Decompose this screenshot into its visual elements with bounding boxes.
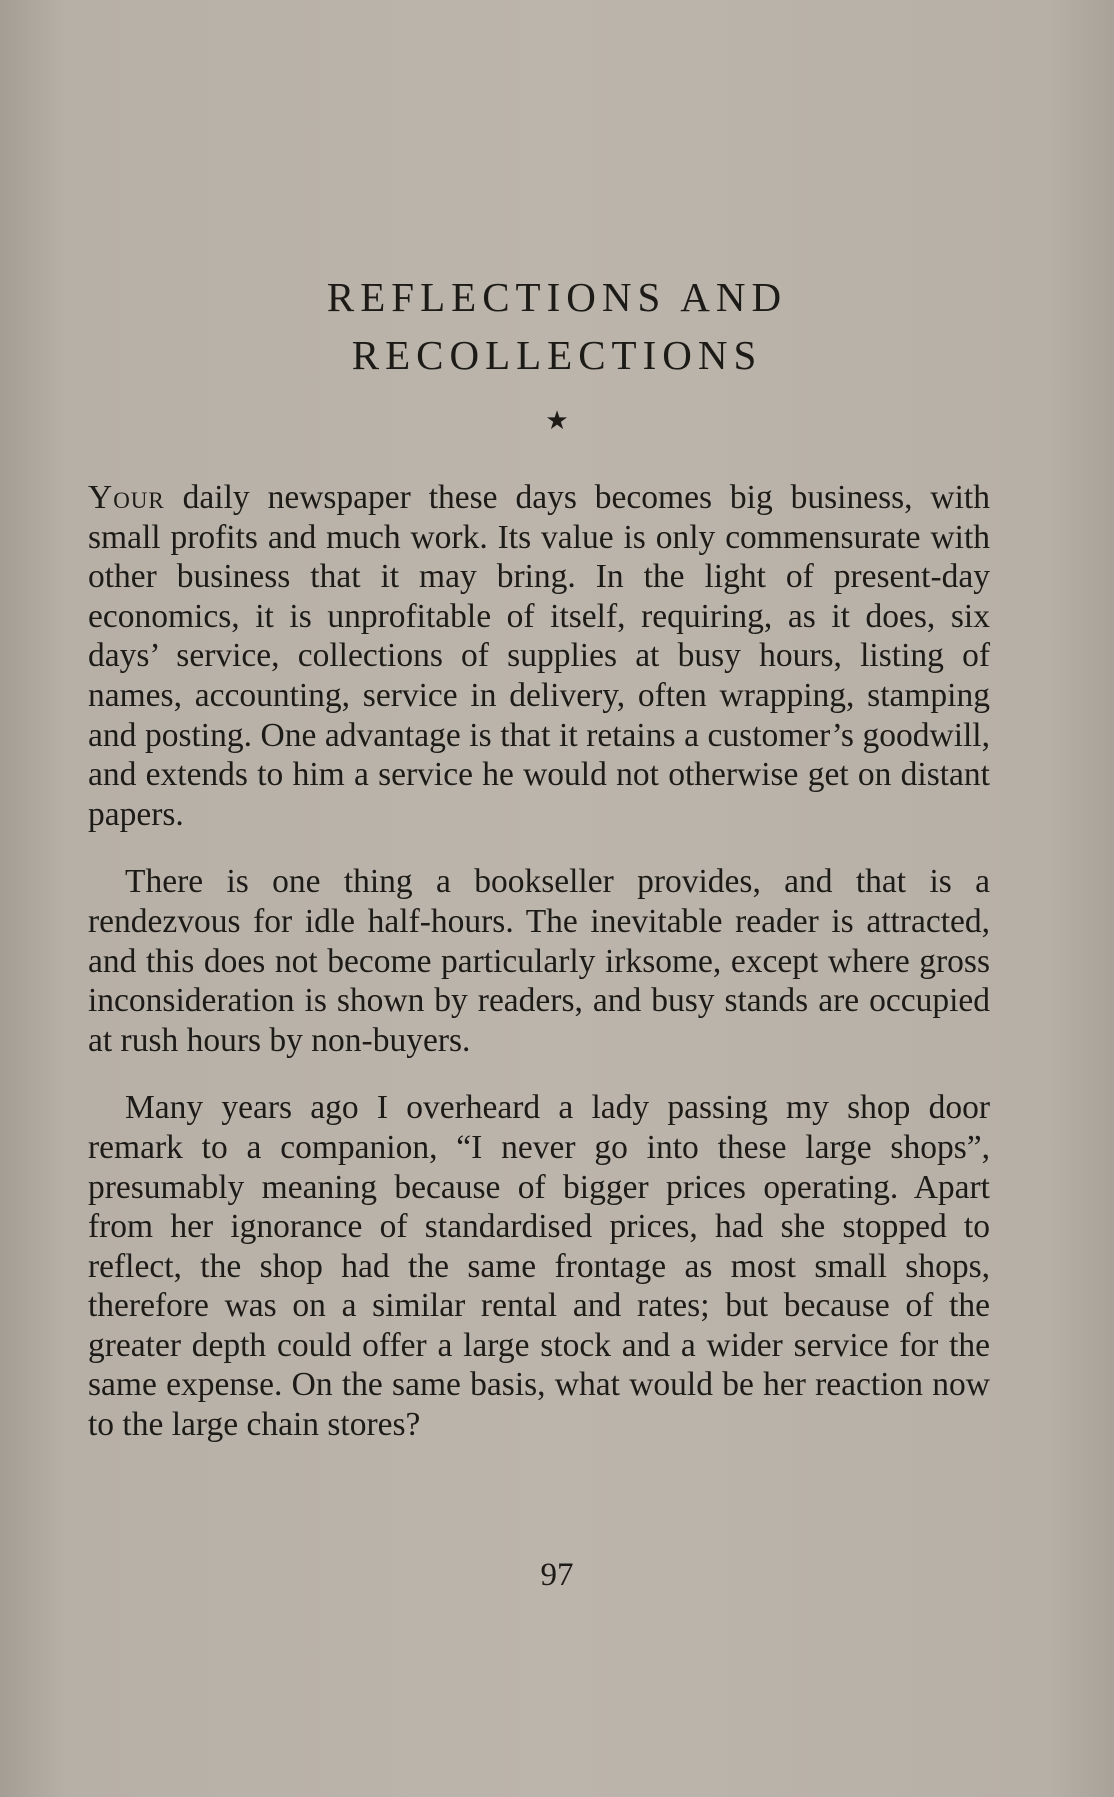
chapter-title bbox=[0, 268, 1114, 384]
chapter-title-line-2: RECOLLECTIONS bbox=[351, 332, 763, 378]
star-ornament-icon: ★ bbox=[545, 406, 569, 435]
page-number: 97 bbox=[540, 1557, 574, 1593]
body-text bbox=[88, 478, 990, 1473]
paragraph-1 bbox=[88, 478, 990, 834]
paragraph-1-text: daily newspaper these days becomes big business, with small profits and much work. Its value is only commensurate with other business that it may bring. In the light of present-day economics, it is unprofitable of itself, requiring, as it does, six days’ service, collections of supplies at busy hours, listing of names, accounting, service in delivery, often wrapping, stamping and posting. One advantage is that it retains a customer’s goodwill, and extends to him a service he would not otherwise get on distant papers. bbox=[88, 479, 990, 833]
paragraph-1-lead-word: Your bbox=[88, 479, 165, 516]
paragraph-2: There is one thing a bookseller provides, and that is a rendezvous for idle half-hours. The inevitable reader is attracted, and this does not become particularly irksome, except where gross inconsideration is shown by readers, and busy stands are occupied at rush hours by non-buyers. bbox=[88, 863, 990, 1059]
chapter-title-line-1: REFLECTIONS AND bbox=[326, 274, 788, 320]
paragraph-3: Many years ago I overheard a lady passing my shop door remark to a companion, “I never go into these large shops”, presumably meaning because of bigger prices operating. Apart from her ignorance of standardised prices, had she stopped to reflect, the shop had the same frontage as most small shops, therefore was on a similar rental and rates; but because of the greater depth could offer a large stock and a wider service for the same expense. On the same basis, what would be her reaction now to the large chain stores? bbox=[88, 1089, 990, 1444]
